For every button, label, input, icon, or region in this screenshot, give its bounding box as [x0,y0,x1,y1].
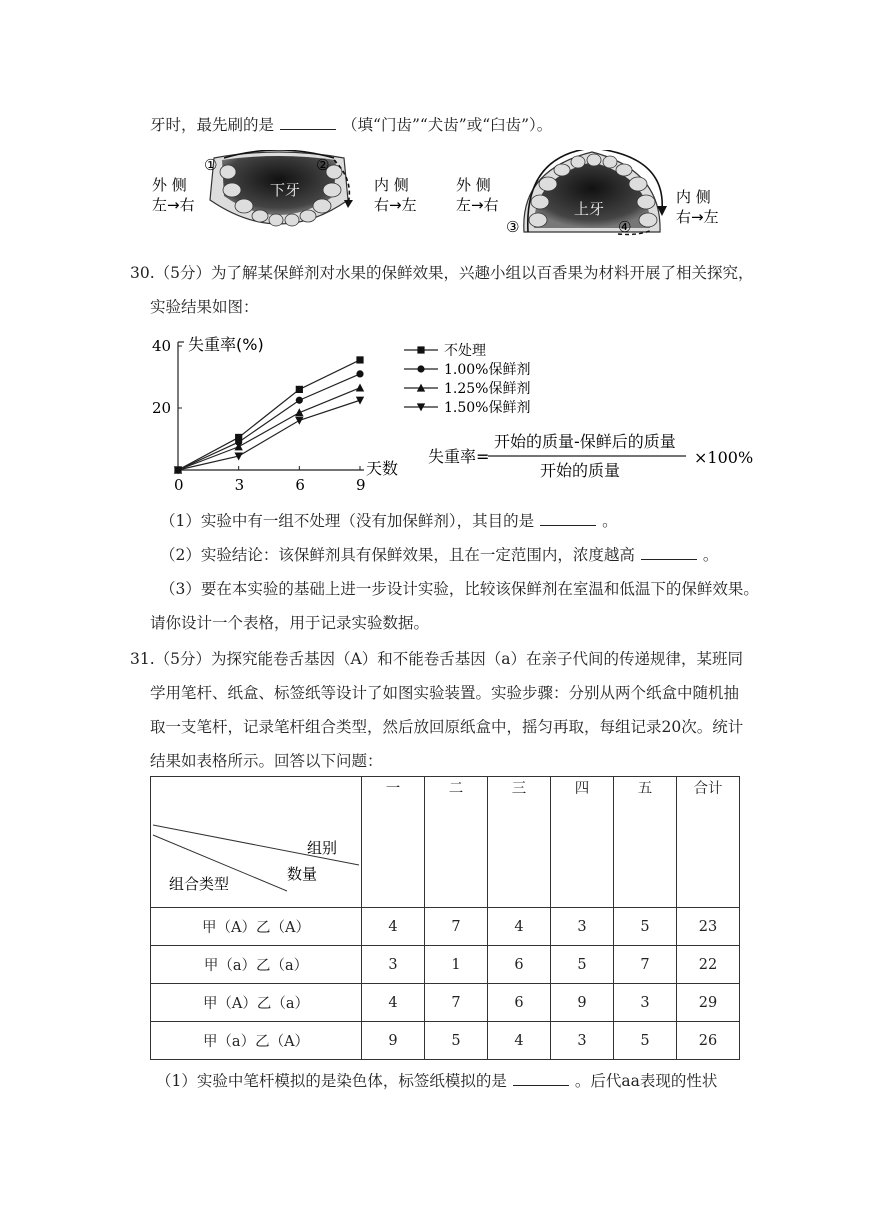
lower-teeth-label: 下牙 [270,181,301,199]
data-point [295,408,303,416]
outer-side-label: 外 侧 [152,176,187,194]
question-31-line [130,648,743,670]
table-cell: 3 [551,1022,614,1060]
table-cell: 7 [425,908,488,946]
data-point [356,370,363,377]
question-30-line [150,296,259,318]
table-cell: 5 [614,908,677,946]
inner-direction-label: 右→左 [374,196,417,214]
lower-teeth-diagram [152,150,417,226]
answer-blank[interactable] [540,511,596,526]
table-cell: 1 [425,946,488,984]
formula-factor: ×100% [694,448,754,467]
text-line [150,114,552,136]
corner-count-label: 数量 [287,865,318,883]
formula [428,432,753,480]
table-cell: 7 [425,984,488,1022]
data-point [296,397,303,404]
question-text: 实验结果如图： [150,298,259,316]
x-tick-label: 0 [174,476,184,494]
table-cell: 6 [488,946,551,984]
table-cell: 4 [488,908,551,946]
legend-entry: 1.50%保鲜剂 [444,400,531,416]
question-30-2 [160,544,718,566]
outer-direction-label: 左→右 [152,196,195,214]
question-text: （3）要在本实验的基础上进一步设计实验，比较该保鲜剂在室温和低温下的保鲜效果。 [160,580,759,598]
outer-side-label: 外 侧 [456,176,491,194]
question-30-1 [160,510,618,532]
question-text: 。 [702,546,719,564]
legend-entry: 1.00%保鲜剂 [444,362,531,378]
question-text: 结果如表格所示。回答以下问题： [150,752,383,770]
chart-series [174,356,364,474]
question-30-3b [150,612,429,634]
column-header: 五 [614,777,677,908]
table-row [151,1022,740,1060]
table-cell: 22 [677,946,740,984]
legend-marker [417,365,424,372]
legend-entry: 1.25%保鲜剂 [444,381,531,397]
table-row [151,946,740,984]
x-tick-label: 6 [295,476,305,494]
corner-cell [151,777,362,908]
x-tick-label: 9 [356,476,366,494]
formula-lhs: 失重率= [428,447,490,466]
column-header: 三 [488,777,551,908]
legend-entry: 不处理 [444,343,486,359]
table-cell: 7 [614,946,677,984]
inner-side-label: 内 侧 [374,176,409,194]
question-text: （1）实验中笔杆模拟的是染色体，标签纸模拟的是 [156,1072,507,1090]
corner-diagonals [151,777,361,908]
x-axis-label: 天数 [366,459,399,478]
table-header-row [151,777,740,908]
question-text: 。后代aa表现的性状 [574,1072,718,1090]
y-tick-label: 40 [152,337,172,355]
upper-teeth-diagram [456,150,719,236]
inner-side-label: 内 侧 [676,188,711,206]
corner-type-label: 组合类型 [169,875,230,893]
question-text: 31.（5分）为探究能卷舌基因（A）和不能卷舌基因（a）在亲子代间的传递规律，某班同 [130,650,743,668]
question-text: 学用笔杆、纸盒、标签纸等设计了如图实验装置。实验步骤：分别从两个纸盒中随机抽 [150,684,740,702]
question-text: 取一支笔杆，记录笔杆组合类型，然后放回原纸盒中，摇匀再取，每组记录20次。统计 [150,718,744,736]
statistics-table [150,776,740,1060]
table-cell: 4 [362,908,425,946]
question-text: （填“门齿”“犬齿”或“臼齿”）。 [342,116,553,134]
legend-marker [417,346,424,353]
data-point [356,383,364,391]
table-row [151,984,740,1022]
inner-direction-label: 右→左 [676,208,719,226]
formula-denominator: 开始的质量 [540,461,621,480]
table-cell: 5 [425,1022,488,1060]
table-cell: 3 [362,946,425,984]
question-text: 请你设计一个表格，用于记录实验数据。 [150,614,430,632]
table-cell: 23 [677,908,740,946]
marker-2: ② [316,156,330,174]
column-header: 四 [551,777,614,908]
table-cell: 5 [614,1022,677,1060]
y-axis-label: 失重率(%) [188,335,264,354]
column-header: 一 [362,777,425,908]
column-header: 合计 [677,777,740,908]
table-cell: 4 [362,984,425,1022]
row-label: 甲（A）乙（A） [151,908,362,946]
column-header: 二 [425,777,488,908]
corner-group-label: 组别 [307,839,338,857]
row-label: 甲（A）乙（a） [151,984,362,1022]
table-cell: 9 [551,984,614,1022]
weight-loss-chart [148,330,768,500]
teeth-brushing-figure [148,150,738,245]
answer-blank[interactable] [641,545,697,560]
series-line [178,360,360,470]
table-cell: 29 [677,984,740,1022]
x-tick-label: 3 [234,476,245,494]
table-row [151,908,740,946]
table-cell: 3 [551,908,614,946]
question-30-line [130,262,754,284]
marker-3: ③ [506,218,520,236]
upper-teeth-label: 上牙 [574,200,605,218]
question-31-line [150,682,739,704]
question-text: （2）实验结论：该保鲜剂具有保鲜效果，且在一定范围内，浓度越高 [160,546,635,564]
table-cell: 9 [362,1022,425,1060]
marker-4: ④ [618,218,632,236]
question-31-line [150,750,383,772]
question-text: 牙时，最先刷的是 [150,116,275,134]
data-point [296,386,303,393]
table-cell: 3 [614,984,677,1022]
question-31-1 [156,1070,717,1092]
chart-legend [404,342,530,416]
question-text: 30.（5分）为了解某保鲜剂对水果的保鲜效果，兴趣小组以百香果为材料开展了相关探究， [130,264,754,282]
y-tick-label: 20 [152,399,172,417]
question-31-line [150,716,743,738]
question-text: 。 [602,512,618,530]
table-cell: 4 [488,1022,551,1060]
question-30-3 [160,578,759,600]
outer-direction-label: 左→右 [456,196,499,214]
table-cell: 26 [677,1022,740,1060]
table-cell: 6 [488,984,551,1022]
table-cell: 5 [551,946,614,984]
answer-blank[interactable] [280,115,336,130]
data-point [356,356,363,363]
answer-blank[interactable] [513,1071,569,1086]
row-label: 甲（a）乙（a） [151,946,362,984]
formula-numerator: 开始的质量-保鲜后的质量 [494,432,676,451]
question-text: （1）实验中有一组不处理（没有加保鲜剂），其目的是 [160,512,535,530]
data-point [295,417,303,425]
row-label: 甲（a）乙（A） [151,1022,362,1060]
marker-1: ① [204,156,218,174]
